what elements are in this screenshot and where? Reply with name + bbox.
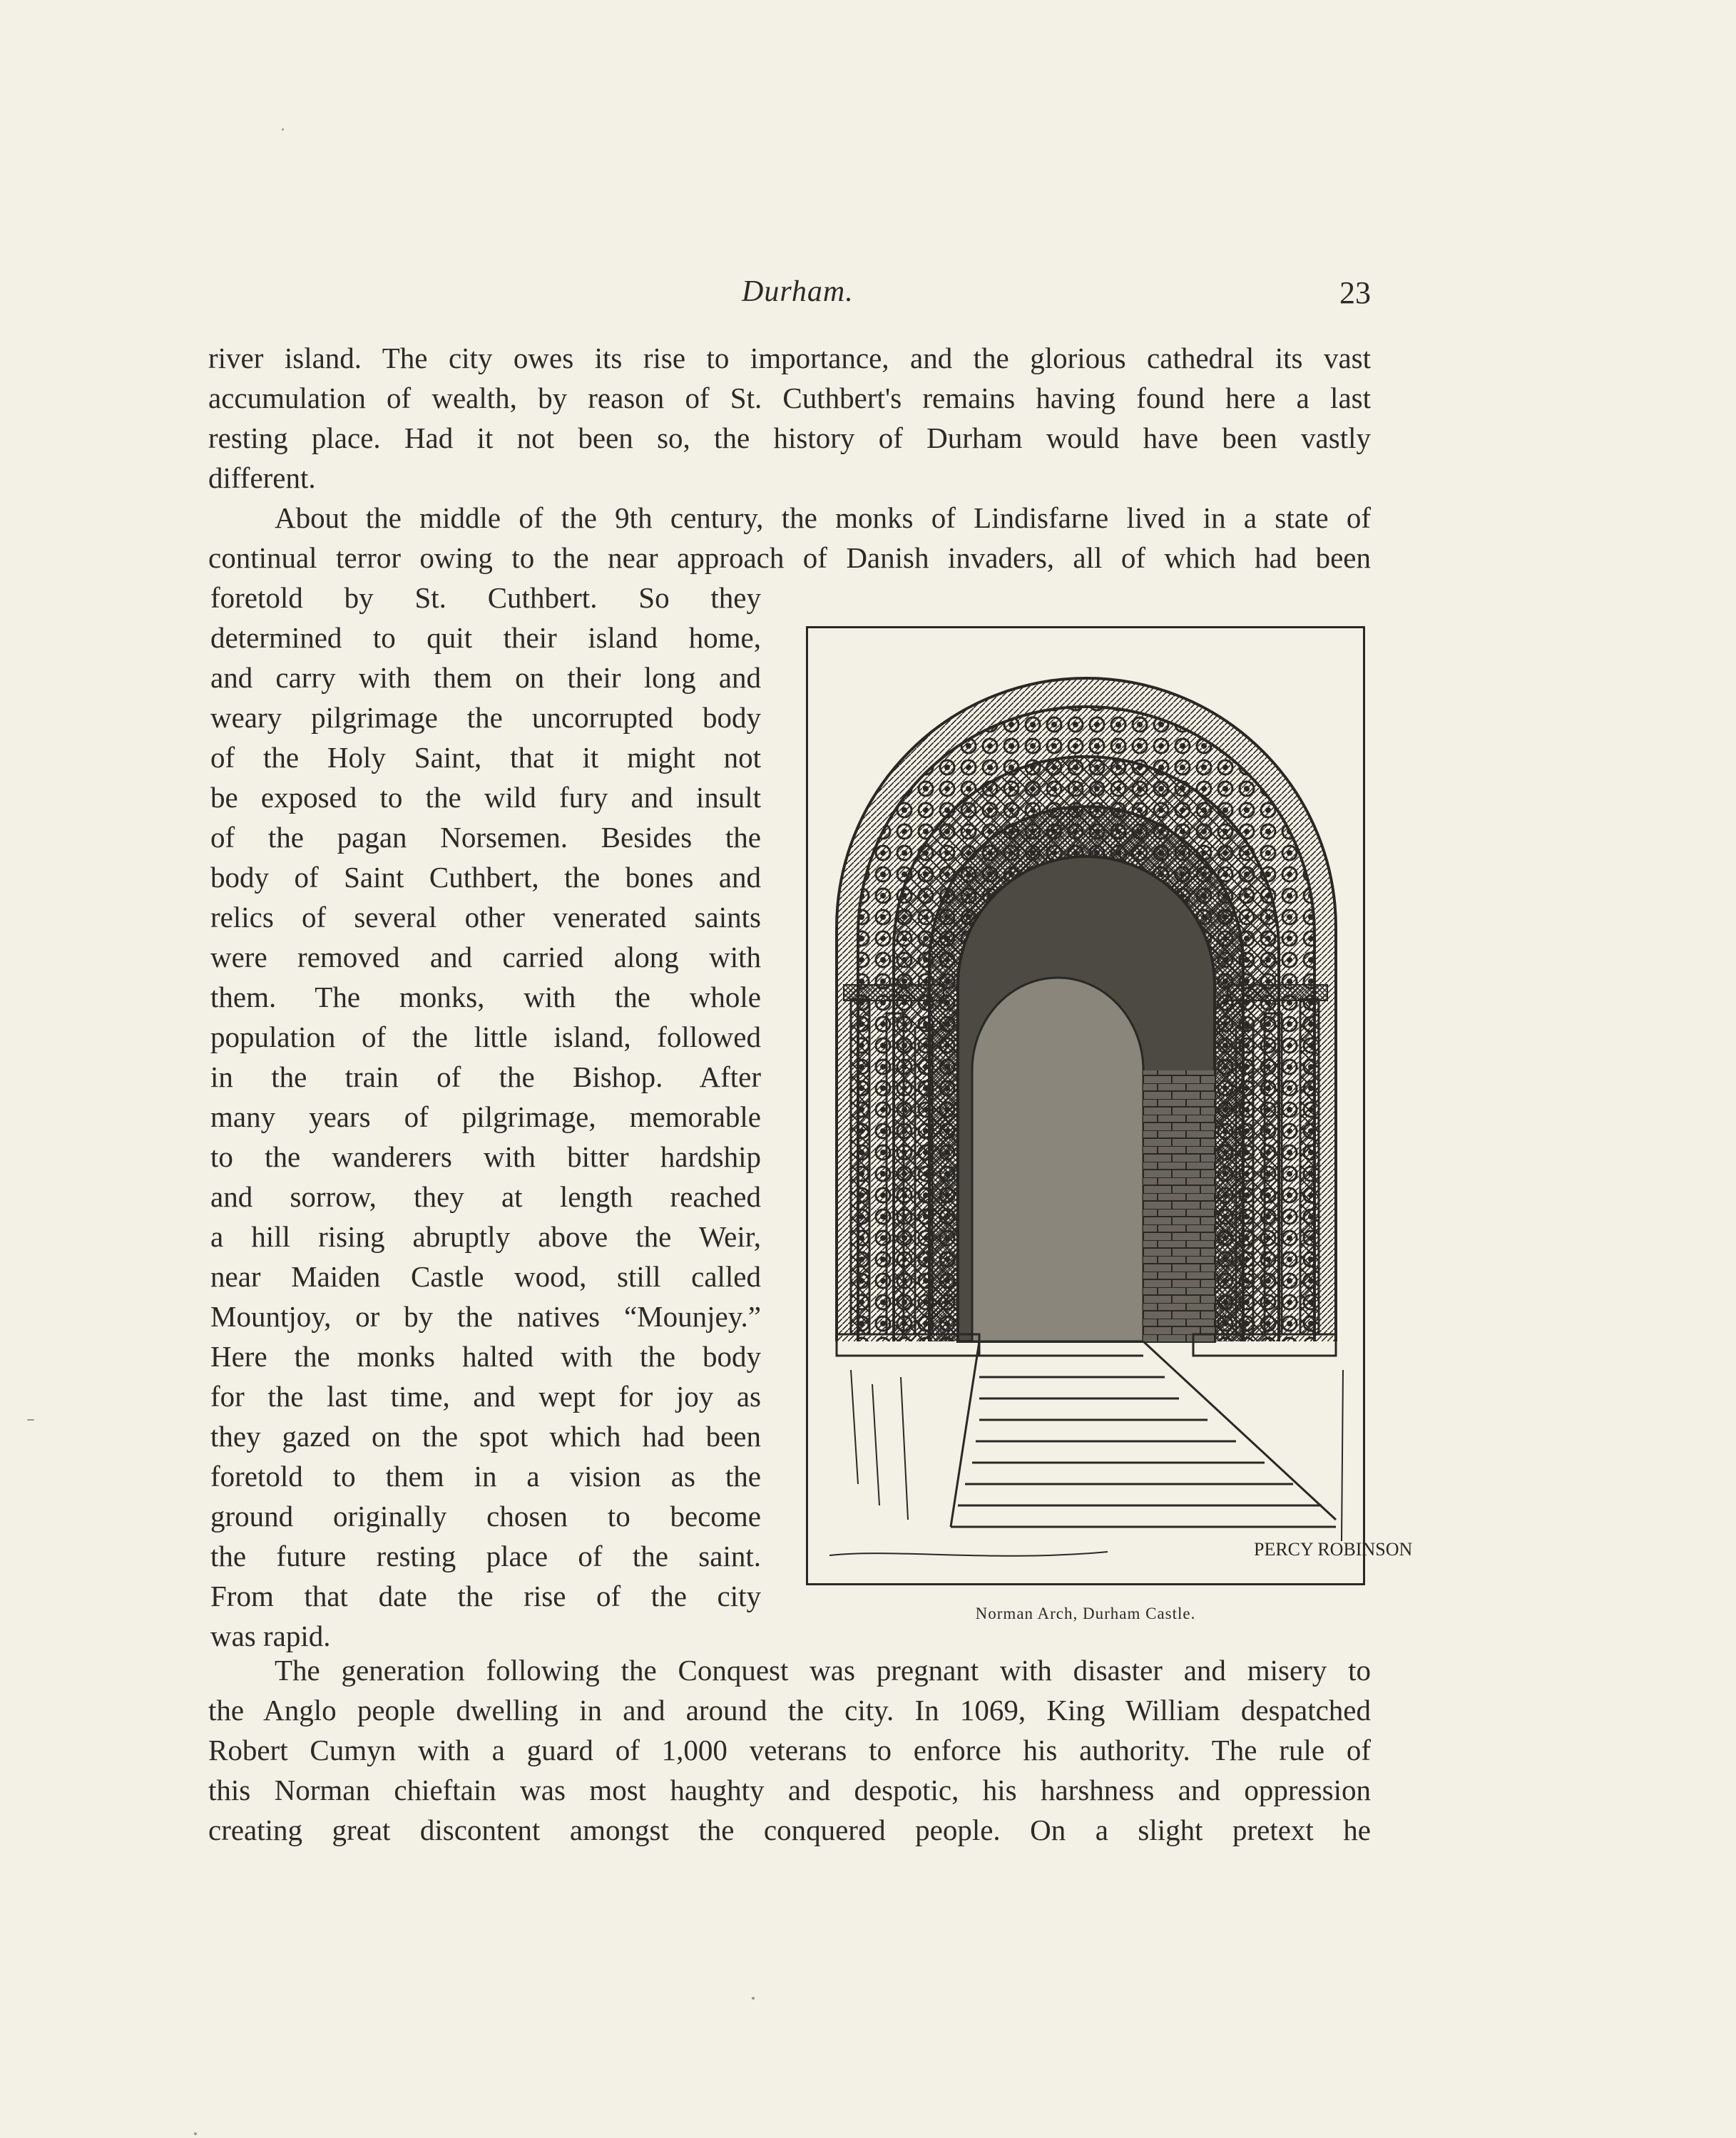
text-line: relics of several other venerated saints — [210, 901, 761, 934]
text-line: continual terror owing to the near approach of Danish invaders, all of which had been — [208, 541, 1371, 574]
text-line: for the last time, and wept for joy as — [210, 1380, 761, 1413]
page-number: 23 — [1339, 275, 1371, 310]
text-line: About the middle of the 9th century, the monks of Lindisfarne lived in a state of — [275, 501, 1371, 534]
text-line: determined to quit their island home, — [210, 621, 761, 654]
norman-arch-illustration — [806, 626, 1413, 1585]
text-line: Robert Cumyn with a guard of 1,000 veterans to enforce his authority. The rule of — [208, 1734, 1371, 1766]
text-line: many years of pilgrimage, memorable — [210, 1100, 761, 1133]
text-line: body of Saint Cuthbert, the bones and — [210, 861, 761, 894]
text-line: accumulation of wealth, by reason of St. Cuthbert's remains having found here a last — [208, 382, 1371, 414]
text-line: weary pilgrimage the uncorrupted body — [210, 701, 761, 734]
left-column-1 — [851, 999, 869, 1334]
text-line: Mountjoy, or by the natives “Mounjey.” — [210, 1300, 761, 1333]
text-line: them. The monks, with the whole — [210, 981, 761, 1013]
text-line: different. — [208, 461, 316, 494]
text-line: of the pagan Norsemen. Besides the — [210, 821, 761, 854]
text-line: a hill rising abruptly above the Weir, — [210, 1220, 761, 1253]
text-line: foretold to them in a vision as the — [210, 1460, 761, 1493]
text-line: population of the little island, followed — [210, 1021, 761, 1053]
running-header-title: Durham. — [742, 275, 854, 308]
text-line: they gazed on the spot which had been — [210, 1420, 761, 1453]
paper-speck — [194, 2132, 197, 2135]
paper-speck — [752, 1997, 755, 2000]
text-line: river island. The city owes its rise to importance, and the glorious cathedral its vast — [208, 342, 1371, 374]
text-line: and sorrow, they at length reached — [210, 1180, 761, 1213]
text-line: creating great discontent amongst the conquered people. On a slight pretext he — [208, 1814, 1371, 1846]
text-line: and carry with them on their long and — [210, 661, 761, 694]
artist-signature: PERCY ROBINSON — [1254, 1539, 1413, 1560]
paper-speck — [27, 1419, 34, 1421]
text-line: was rapid. — [210, 1620, 331, 1652]
text-line: resting place. Had it not been so, the history of Durham would have been vastly — [208, 421, 1371, 454]
text-line: From that date the rise of the city — [210, 1580, 761, 1612]
text-line: Here the monks halted with the body — [210, 1340, 761, 1373]
right-column-1 — [1236, 1028, 1253, 1334]
text-line: were removed and carried along with — [210, 941, 761, 973]
right-column-3 — [1300, 999, 1319, 1334]
inner-wall-bricks — [1143, 1070, 1215, 1341]
text-line: the Anglo people dwelling in and around the city. In 1069, King William despatched — [208, 1694, 1371, 1727]
text-line: near Maiden Castle wood, still called — [210, 1260, 761, 1293]
text-line: foretold by St. Cuthbert. So they — [210, 581, 761, 614]
figure-caption: Norman Arch, Durham Castle. — [975, 1605, 1196, 1622]
text-line: of the Holy Saint, that it might not — [210, 741, 761, 774]
arch-engraving — [808, 628, 1413, 1583]
left-column-3 — [915, 1028, 932, 1334]
text-line: ground originally chosen to become — [210, 1500, 761, 1533]
stone-steps — [951, 1341, 1336, 1527]
text-line: be exposed to the wild fury and insult — [210, 781, 761, 814]
text-line: in the train of the Bishop. After — [210, 1060, 761, 1093]
text-line: to the wanderers with bitter hardship — [210, 1140, 761, 1173]
left-capital — [844, 985, 944, 1001]
text-line: the future resting place of the saint. — [210, 1540, 761, 1572]
paper-speck — [282, 128, 284, 131]
text-line: this Norman chieftain was most haughty and despotic, his harshness and oppression — [208, 1774, 1371, 1806]
text-line: The generation following the Conquest was pregnant with disaster and misery to — [275, 1654, 1371, 1687]
inner-door-arch — [972, 978, 1143, 1341]
right-capital — [1227, 985, 1327, 1001]
